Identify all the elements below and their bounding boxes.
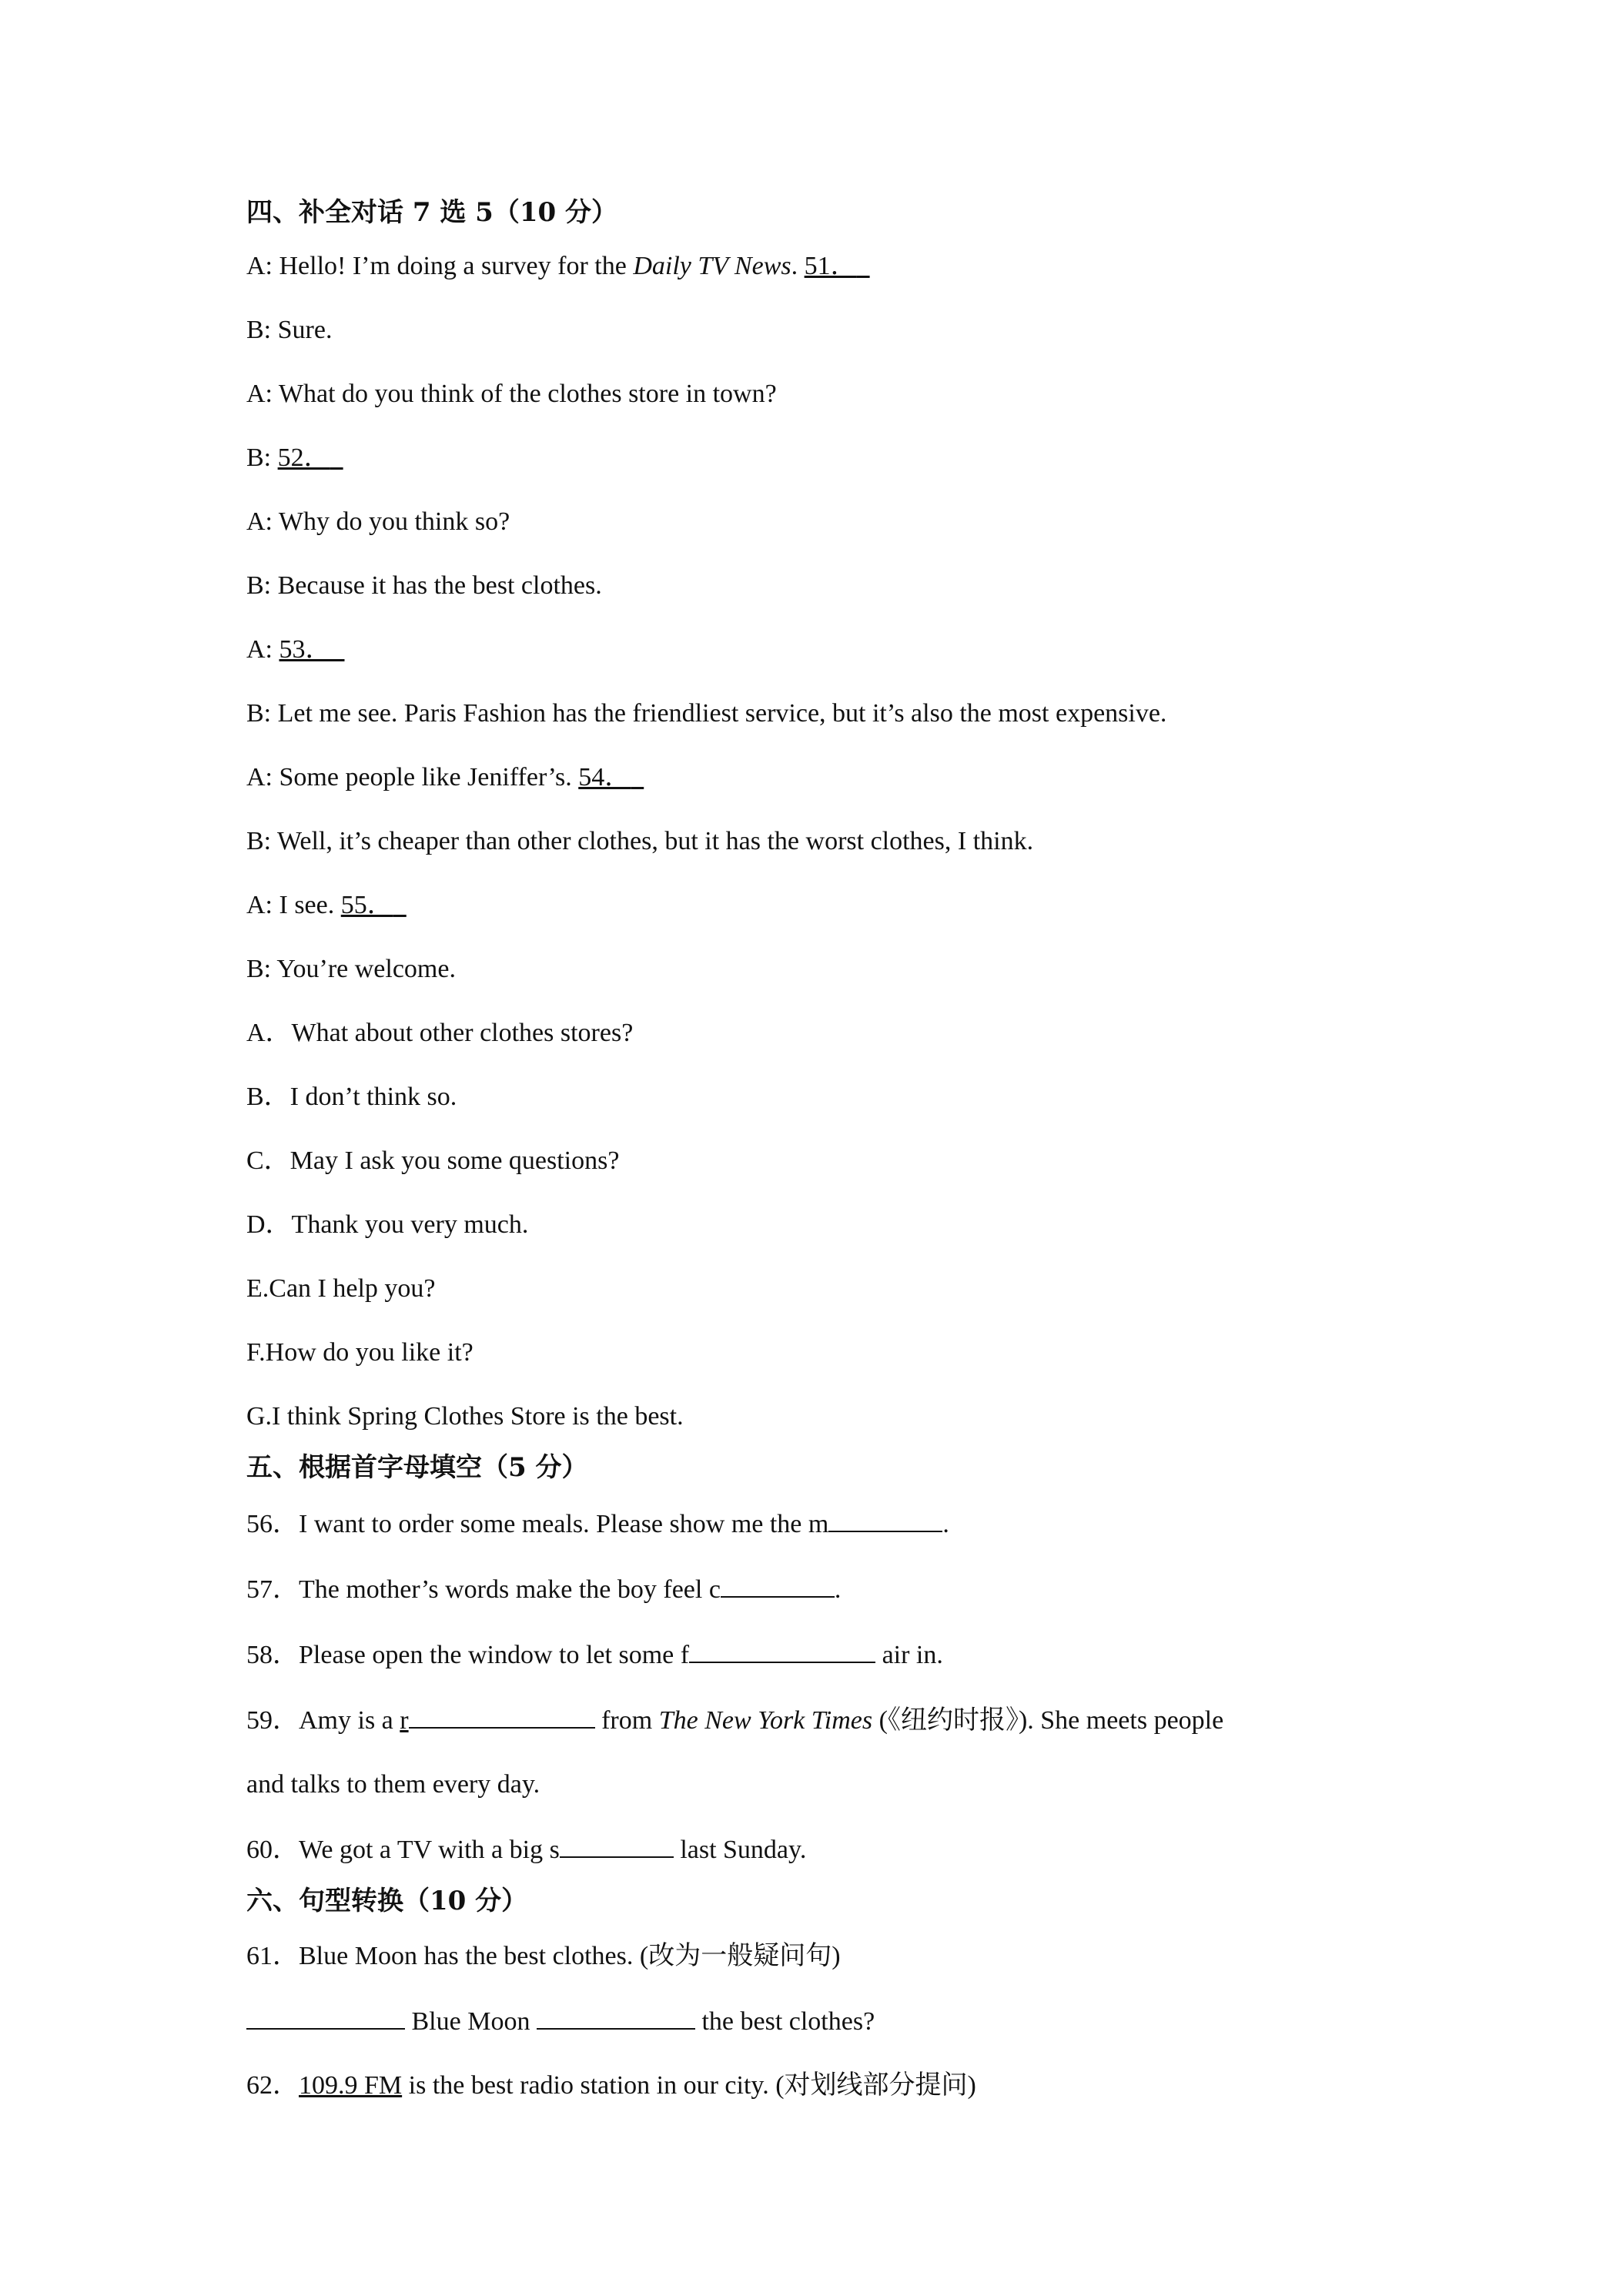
question-57 xyxy=(246,1573,1401,1605)
answer-blank-61b[interactable] xyxy=(537,2005,695,2030)
blank-tail xyxy=(857,252,870,280)
option-e: E.Can I help you? xyxy=(246,1274,436,1303)
blank-55[interactable]: 55． xyxy=(340,891,393,919)
question-text: 56．I want to order some meals. Please show me the m xyxy=(246,1510,829,1538)
question-58 xyxy=(246,1638,1401,1671)
blank-52[interactable]: 52． xyxy=(277,443,330,472)
dialog-text: A: Why do you think so? xyxy=(246,507,510,536)
question-text: 57．The mother’s words make the boy feel c xyxy=(246,1575,721,1604)
dialog-line-11 xyxy=(246,890,1401,921)
dialog-text: B: xyxy=(246,443,278,472)
blank-tail xyxy=(393,891,407,919)
question-text: 62． xyxy=(246,2071,299,2100)
blank-tail xyxy=(631,763,644,792)
option-g: G.I think Spring Clothes Store is the best. xyxy=(246,1402,684,1431)
dialog-line-8 xyxy=(246,698,1401,729)
dialog-text: A: I see. xyxy=(246,891,341,919)
question-text: . xyxy=(942,1510,949,1538)
dialog-text: A: xyxy=(246,635,279,664)
dialog-line-5 xyxy=(246,507,1401,537)
blank-53[interactable]: 53． xyxy=(279,635,332,664)
section-heading-sentence-transform: 六、句型转换（10 分） xyxy=(246,1886,528,1916)
question-59-continued: and talks to them every day. xyxy=(246,1770,540,1799)
blank-tail xyxy=(332,635,345,664)
dialog-line-4 xyxy=(246,443,1401,474)
dialog-text: . xyxy=(791,252,805,280)
question-text: from xyxy=(594,1706,659,1735)
dialog-line-2 xyxy=(246,315,1401,346)
dialog-line-10 xyxy=(246,826,1401,857)
dialog-line-1 xyxy=(246,251,1401,282)
answer-blank-60[interactable] xyxy=(560,1833,674,1858)
answer-blank-61a[interactable] xyxy=(246,2005,405,2030)
question-text: . xyxy=(834,1575,842,1604)
dialog-text: B: Let me see. Paris Fashion has the friendliest service, but it’s also the most expensive. xyxy=(246,699,1167,728)
dialog-text: A: Hello! I’m doing a survey for the xyxy=(246,252,634,280)
question-62 xyxy=(246,2070,1401,2101)
newspaper-name: The New York Times xyxy=(658,1706,873,1735)
dialog-line-7 xyxy=(246,634,1401,665)
dialog-text: B: Sure. xyxy=(246,316,333,344)
option-c: C．May I ask you some questions? xyxy=(246,1146,620,1175)
answer-blank-56[interactable] xyxy=(828,1508,942,1532)
answer-blank-59[interactable] xyxy=(409,1704,595,1729)
answer-letter-59: r xyxy=(400,1706,409,1735)
question-61-answer xyxy=(246,2005,1401,2037)
option-a: A．What about other clothes stores? xyxy=(246,1019,634,1047)
blank-tail xyxy=(330,443,343,472)
question-text: 60．We got a TV with a big s xyxy=(246,1836,560,1864)
question-59 xyxy=(246,1704,1401,1736)
dialog-line-3 xyxy=(246,379,1401,410)
newspaper-name: Daily TV News xyxy=(633,252,791,280)
question-text: 58．Please open the window to let some f xyxy=(246,1641,690,1669)
dialog-line-9 xyxy=(246,762,1401,793)
blank-54[interactable]: 54． xyxy=(578,763,631,792)
question-text: Blue Moon xyxy=(405,2007,537,2036)
question-text: 59．Amy is a xyxy=(246,1706,400,1735)
blank-51[interactable]: 51． xyxy=(804,252,857,280)
question-text: the best clothes? xyxy=(694,2007,875,2036)
question-text: (《纽约时报》). She meets people xyxy=(872,1706,1224,1735)
question-61: 61．Blue Moon has the best clothes. (改为一般疑问句) xyxy=(246,1942,841,1970)
worksheet-page xyxy=(246,197,1401,2101)
section-heading-dialog: 四、补全对话 7 选 5（10 分） xyxy=(246,197,617,228)
answer-blank-57[interactable] xyxy=(721,1573,835,1598)
dialog-text: A: What do you think of the clothes store in town? xyxy=(246,380,777,408)
question-text: last Sunday. xyxy=(673,1836,807,1864)
dialog-line-6 xyxy=(246,571,1401,601)
dialog-text: B: Well, it’s cheaper than other clothes, but it has the worst clothes, I think. xyxy=(246,827,1034,855)
option-f: F.How do you like it? xyxy=(246,1338,474,1367)
question-56 xyxy=(246,1508,1401,1540)
answer-blank-58[interactable] xyxy=(689,1638,875,1663)
option-d: D．Thank you very much. xyxy=(246,1210,529,1239)
question-text: is the best radio station in our city. (对划线部分提问) xyxy=(402,2071,976,2100)
question-60 xyxy=(246,1833,1401,1866)
option-b: B．I don’t think so. xyxy=(246,1083,457,1111)
dialog-text: B: You’re welcome. xyxy=(246,955,456,983)
dialog-text: A: Some people like Jeniffer’s. xyxy=(246,763,579,792)
dialog-text: B: Because it has the best clothes. xyxy=(246,571,602,600)
underlined-phrase: 109.9 FM xyxy=(299,2071,403,2100)
dialog-line-12 xyxy=(246,954,1401,985)
question-text: air in. xyxy=(875,1641,943,1669)
section-heading-initial-letter: 五、根据首字母填空（5 分） xyxy=(246,1452,588,1483)
